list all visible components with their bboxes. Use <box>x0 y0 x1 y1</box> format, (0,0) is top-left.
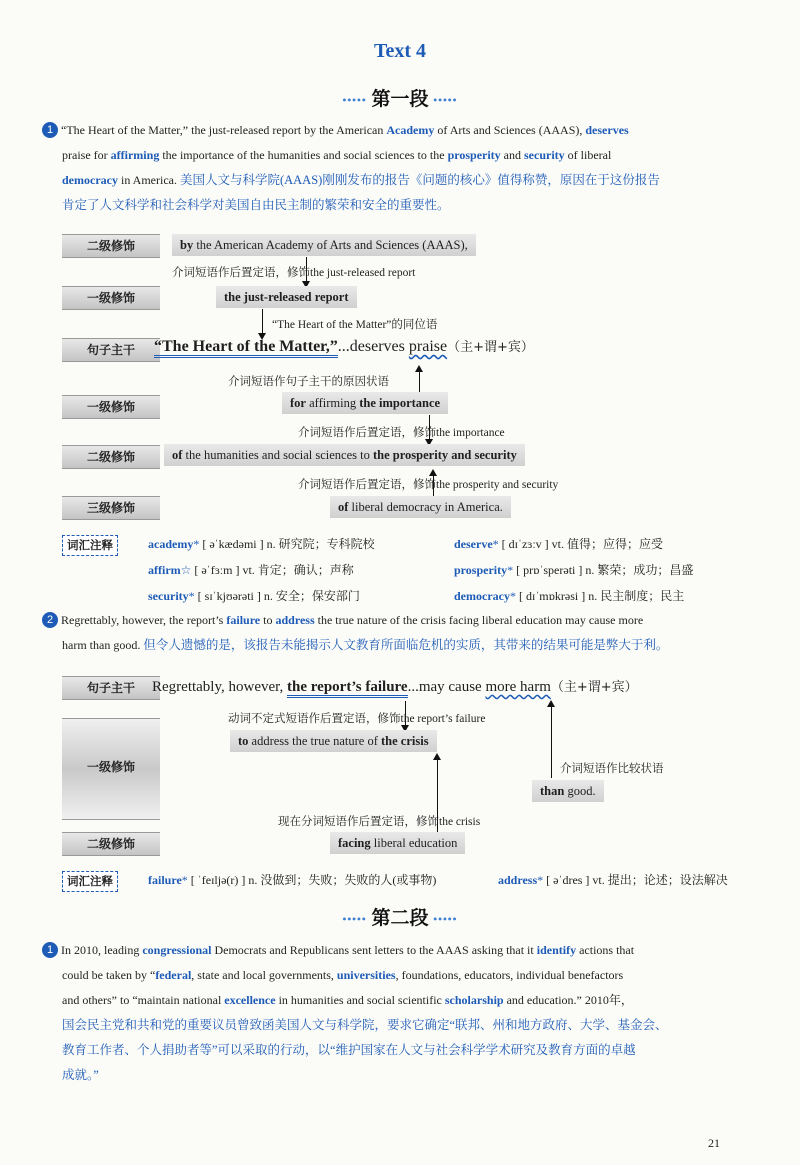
main-clause: “The Heart of the Matter,”...deserves praise（主+谓+宾） <box>154 336 534 356</box>
vocab-tag: 词汇注释 <box>62 535 118 556</box>
sentence-number-icon: 2 <box>42 612 58 628</box>
annotation: 动词不定式短语作后置定语，修饰the report’s failure <box>228 713 486 725</box>
vocab-entry: deserve* [ dɪˈzɜːv ] vt. 值得；应得；应受 <box>454 537 664 551</box>
dots-right: ••••• <box>433 913 458 926</box>
annotation: 介词短语作后置定语，修饰the just-released report <box>172 267 416 279</box>
level-label: 一级修饰 <box>62 395 160 419</box>
level-label: 二级修饰 <box>62 234 160 258</box>
section-label: 第一段 <box>371 89 429 110</box>
vocab-tag: 词汇注释 <box>62 871 118 892</box>
modifier-phrase: than good. <box>532 780 604 802</box>
vocab-entry: address* [ əˈdres ] vt. 提出；论述；设法解决 <box>498 873 728 887</box>
page-number: 21 <box>708 1136 720 1150</box>
level-label: 句子主干 <box>62 338 160 362</box>
vocab-entry: security* [ sɪˈkjʊərəti ] n. 安全；保安部门 <box>148 589 360 603</box>
paragraph-2: 2 Regrettably, however, the report’s failure to address the true nature of the crisis facing liberal education may cause more harm than good. 但令人遗憾的是，该报告未能揭示人文教育所面临危机的实质，其带来的结果可能是弊大于利。 <box>42 608 762 658</box>
dots-left: ••••• <box>342 913 367 926</box>
annotation: 介词短语作句子主干的原因状语 <box>228 376 389 388</box>
vocab-entry: failure* [ ˈfeɪljə(r) ] n. 没做到；失败；失败的人(或事物) <box>148 873 437 887</box>
level-label: 二级修饰 <box>62 832 160 856</box>
modifier-phrase: by the American Academy of Arts and Sciences (AAAS), <box>172 234 476 256</box>
modifier-phrase: facing liberal education <box>330 832 465 854</box>
modifier-phrase: of liberal democracy in America. <box>330 496 511 518</box>
annotation: 介词短语作后置定语，修饰the importance <box>298 427 505 439</box>
section-label: 第二段 <box>371 908 429 929</box>
level-label: 一级修饰 <box>86 760 135 774</box>
sentence-number-icon: 1 <box>42 122 58 138</box>
section-header-1 <box>0 84 800 111</box>
annotation: 现在分词短语作后置定语，修饰the crisis <box>278 816 481 828</box>
level-label: 二级修饰 <box>62 445 160 469</box>
sentence-number-icon: 1 <box>42 942 58 958</box>
level-label: 三级修饰 <box>62 496 160 520</box>
dots-right: ••••• <box>433 94 458 107</box>
vocab-entry: affirm☆ [ əˈfɜːm ] vt. 肯定；确认；声称 <box>148 563 354 577</box>
modifier-phrase: for affirming the importance <box>282 392 448 414</box>
page-title: Text 4 <box>373 40 427 62</box>
annotation: 介词短语作比较状语 <box>560 763 664 775</box>
paragraph-1: 1 “The Heart of the Matter,” the just-released report by the American Academy of Arts and Sciences (AAAS), deserves praise for affirming the importance of the humanities and social sciences to the prosperity and security of liberal democracy in America. 美国人文与科学院(AAAS)刚刚发布的报告《问题的核心》值得称赞，原因在于这份报告 肯定了人文科学和社会科学对美国自由民主制的繁荣和安全的重要性。 <box>42 118 762 218</box>
paragraph-3: 1 In 2010, leading congressional Democrats and Republicans sent letters to the AAAS asking that it identify actions that could be taken by “federal, state and local governments, universities, foundations, educators, individual benefactors and others” to “maintain national excellence in humanities and social scientific scholarship and education.” 2010年， 国会民主党和共和党的重要议员曾致函美国人文与科学院，要求它确定“联邦、州和地方政府、大学、基金会、 教育工作者、个人捐助者等”可以采取的行动，以“维护国家在人文与社会科学学术研究及教育方面的卓越 成就。” <box>42 938 762 1088</box>
vocab-entry: democracy* [ dɪˈmɒkrəsi ] n. 民主制度；民主 <box>454 589 685 603</box>
level-label: 句子主干 <box>62 676 160 700</box>
modifier-phrase: the just-released report <box>216 286 357 308</box>
section-header-2 <box>0 903 800 930</box>
annotation: “The Heart of the Matter”的同位语 <box>272 319 438 331</box>
main-clause: Regrettably, however, the report’s failure...may cause more harm（主+谓+宾） <box>152 676 638 696</box>
annotation: 介词短语作后置定语，修饰the prosperity and security <box>298 479 559 491</box>
vocab-entry: academy* [ əˈkædəmi ] n. 研究院；专科院校 <box>148 537 375 551</box>
modifier-phrase: of the humanities and social sciences to the prosperity and security <box>164 444 525 466</box>
dots-left: ••••• <box>342 94 367 107</box>
level-label: 一级修饰 <box>62 286 160 310</box>
modifier-phrase: to address the true nature of the crisis <box>230 730 437 752</box>
arrow-up-icon <box>547 700 555 707</box>
vocab-entry: prosperity* [ prɒˈsperəti ] n. 繁荣；成功；昌盛 <box>454 563 694 577</box>
